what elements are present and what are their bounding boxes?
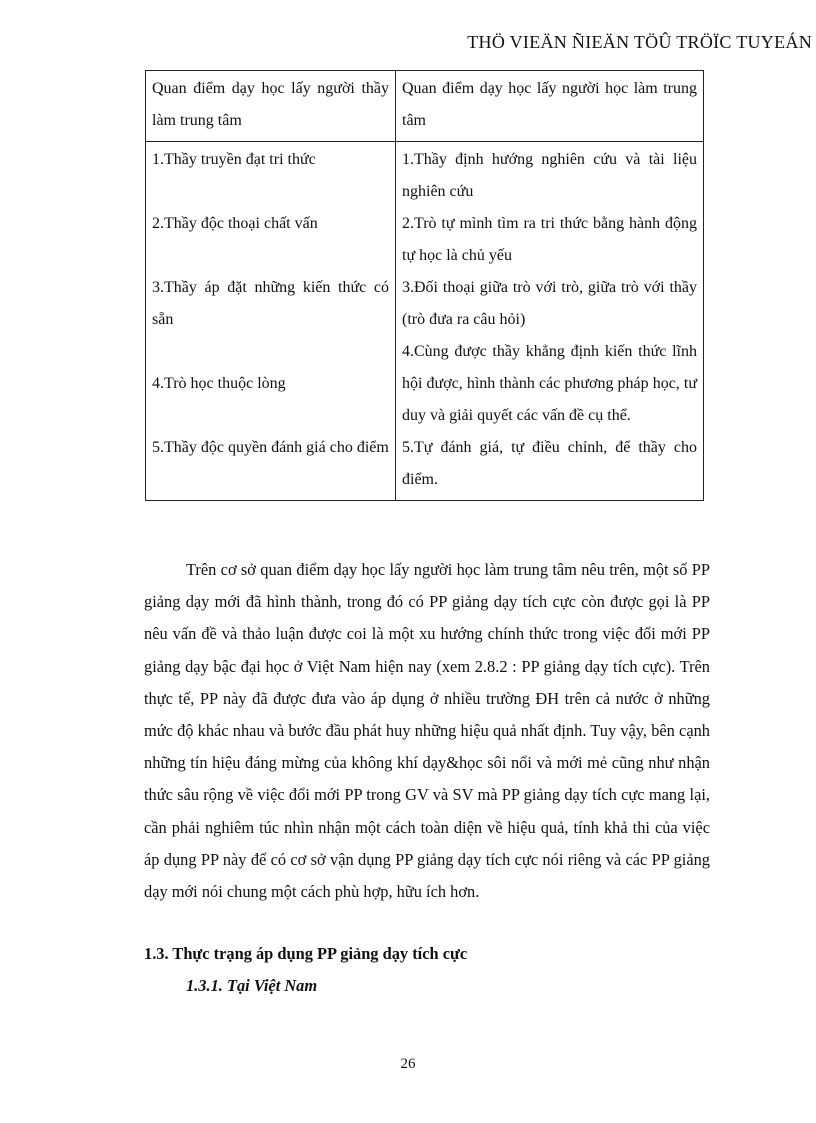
section-heading: 1.3. Thực trạng áp dụng PP giảng dạy tích cực	[144, 944, 468, 963]
teacher-centered-cell	[146, 142, 396, 501]
teacher-item-1: 1.Thầy truyền đạt tri thức	[152, 151, 316, 168]
teacher-item-4: 4.Trò học thuộc lòng	[152, 375, 286, 392]
teacher-item-5: 5.Thầy độc quyền đánh giá cho điểm	[152, 439, 389, 456]
learner-item-5: 5.Tự đánh giá, tự điều chỉnh, để thầy cho điểm.	[402, 439, 697, 488]
column-header-learner-centered: Quan điểm dạy học lấy người học làm trung tâm	[396, 71, 704, 142]
learner-centered-cell	[396, 142, 704, 501]
page-number: 26	[400, 1056, 416, 1072]
table-header-row	[146, 71, 704, 142]
column-header-teacher-centered: Quan điểm dạy học lấy người thầy làm trung tâm	[146, 71, 396, 142]
learner-item-3: 3.Đối thoại giữa trò với trò, giữa trò với thầy (trò đưa ra câu hỏi)	[402, 279, 697, 328]
learner-item-4: 4.Cùng được thầy khẳng định kiến thức lĩnh hội được, hình thành các phương pháp học, tư duy và giải quyết các vấn đề cụ thể.	[402, 343, 697, 424]
running-header: THÖ VIEÄN ÑIEÄN TÖÛ TRÖÏC TUYEÁN	[467, 32, 812, 52]
learner-item-1: 1.Thầy định hướng nghiên cứu và tài liệu nghiên cứu	[402, 151, 697, 200]
subsection-heading: 1.3.1. Tại Việt Nam	[186, 976, 318, 995]
body-paragraph: Trên cơ sở quan điểm dạy học lấy người học làm trung tâm nêu trên, một số PP giảng dạy mới đã hình thành, trong đó có PP giảng dạy tích cực còn được gọi là PP nêu vấn đề và thảo luận được coi là một xu hướng chính thức trong việc đổi mới PP giảng dạy bậc đại học ở Việt Nam hiện nay (xem 2.8.2 : PP giảng dạy tích cực). Trên thực tế, PP này đã được đưa vào áp dụng ở nhiều trường ĐH trên cả nước ở những mức độ khác nhau và bước đầu phát huy những hiệu quả nhất định. Tuy vậy, bên cạnh những tín hiệu đáng mừng của không khí dạy&học sôi nổi và mới mẻ cũng như nhận thức sâu rộng về việc đổi mới PP trong GV và SV mà PP giảng dạy tích cực mang lại, cần phải nghiêm túc nhìn nhận một cách toàn diện về hiệu quả, tính khả thi của việc áp dụng PP này để có cơ sở vận dụng PP giảng dạy tích cực nói riêng và các PP giảng dạy mới nói chung một cách phù hợp, hữu ích hơn.	[144, 560, 710, 902]
table-body-row	[146, 142, 704, 501]
learner-item-2: 2.Trò tự mình tìm ra tri thức bằng hành động tự học là chủ yếu	[402, 215, 697, 264]
teacher-item-3: 3.Thầy áp đặt những kiến thức có sẵn	[152, 279, 389, 328]
comparison-table	[145, 70, 704, 501]
teacher-item-2: 2.Thầy độc thoại chất vấn	[152, 215, 318, 232]
